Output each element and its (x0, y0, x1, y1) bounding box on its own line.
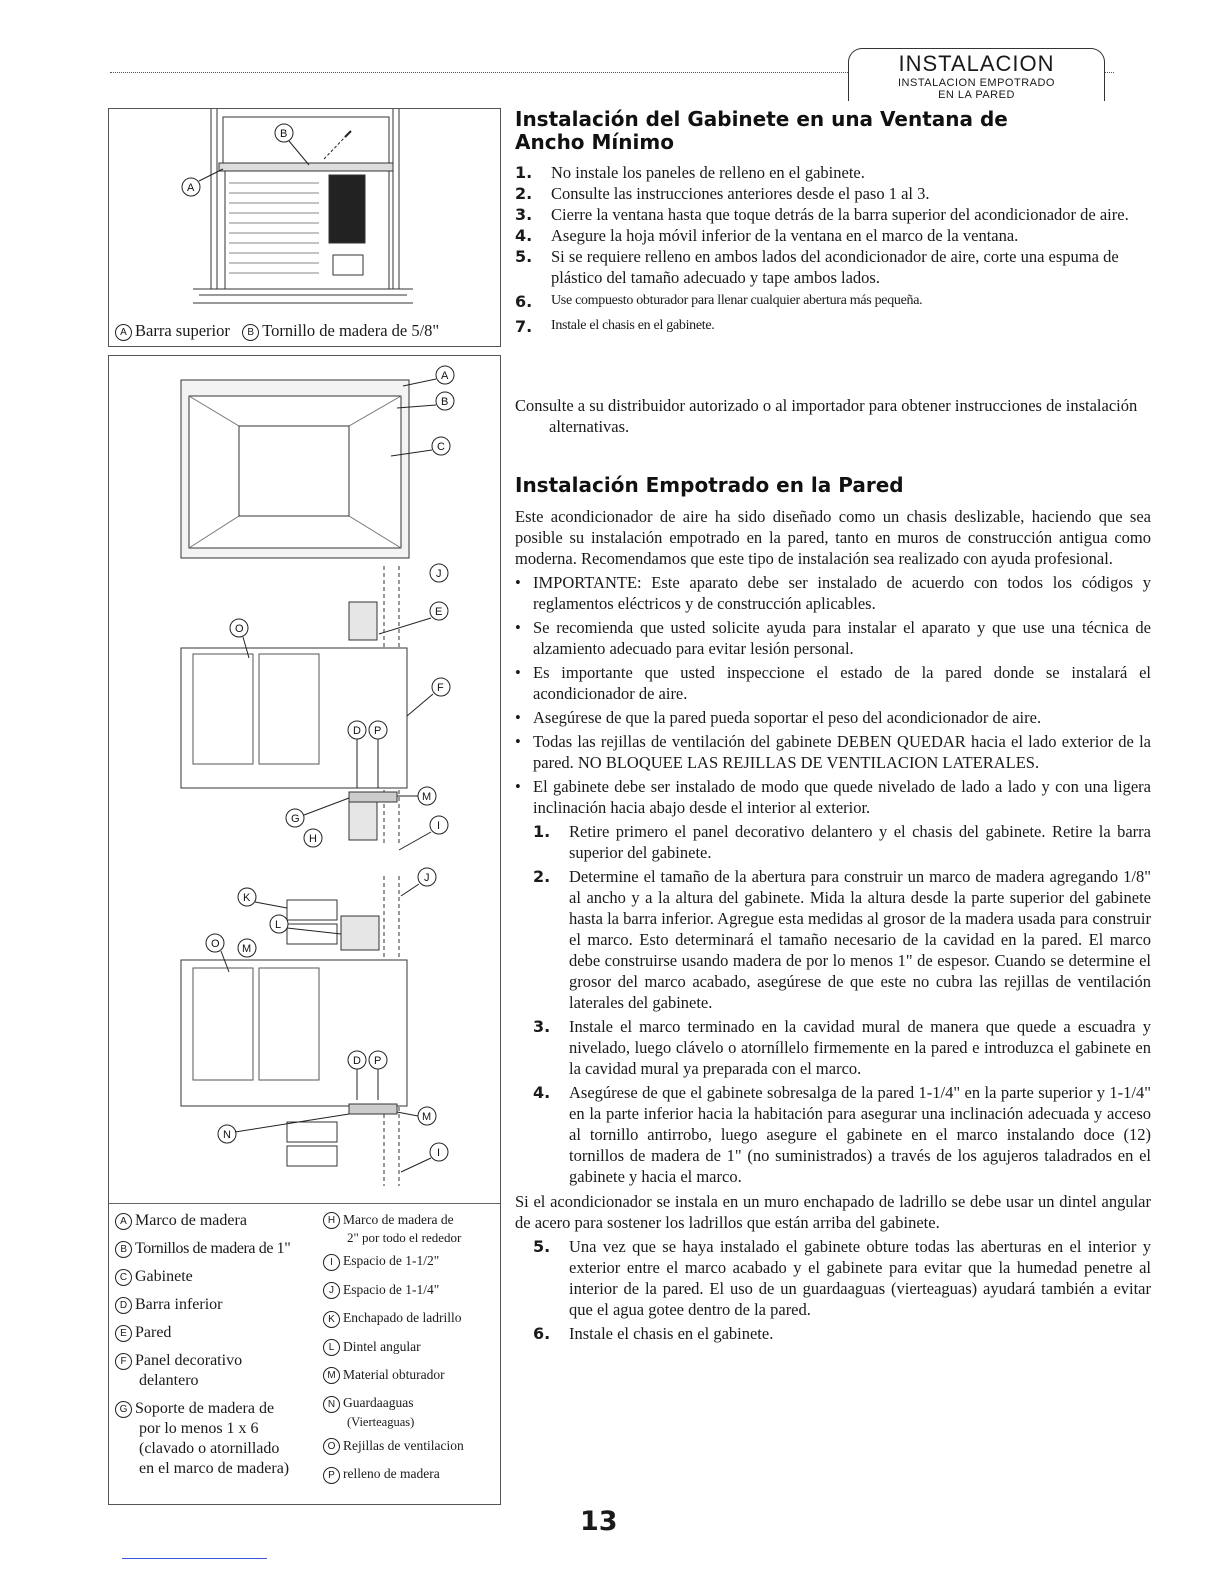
legend-item (115, 1211, 321, 1231)
step-text: Instale el chasis en el gabinete. (551, 318, 715, 333)
section2-steps-b (515, 1236, 1151, 1344)
step-text: Retire primero el panel decorativo delantero y el chasis del gabinete. Retire la barra superior del gabinete. (569, 822, 1151, 862)
legend-divider (109, 1203, 500, 1204)
step-item (533, 1082, 1151, 1187)
bullet-item (515, 707, 1151, 728)
svg-text:D: D (353, 725, 361, 737)
step-number: 4. (515, 226, 533, 245)
legend-text: (Vierteaguas) (347, 1414, 415, 1429)
callout-letter: H (323, 1212, 340, 1229)
legend-item (323, 1338, 499, 1356)
caption-b-text: Tornillo de madera de 5/8" (262, 321, 440, 340)
legend-text: Espacio de 1-1/4" (343, 1281, 440, 1297)
svg-text:P: P (374, 725, 382, 737)
section1-title-line2: Ancho Mínimo (515, 130, 674, 154)
section2-intro: Este acondicionador de aire ha sido diseñado como un chasis deslizable, haciendo que sea posible su instalación empotrado en la pared, tanto en muros de construcción antigua como moderna. Recomendamos que este tipo de instalación sea realizado con ayuda profesional. (515, 507, 1151, 568)
svg-text:A: A (441, 370, 449, 382)
step-item (515, 204, 1151, 225)
step-item (533, 1016, 1151, 1079)
bullet-dot: • (515, 732, 521, 751)
legend-text: Espacio de 1-1/2" (343, 1253, 440, 1269)
step-item (515, 316, 1151, 337)
legend-item (115, 1351, 321, 1391)
legend-item (115, 1399, 321, 1479)
bullet-text: IMPORTANTE: Este aparato debe ser instalado de acuerdo con todos los códigos y reglamentos eléctricos y de construcción aplicables. (533, 573, 1151, 613)
callout-letter: A (115, 1213, 132, 1230)
step-number: 2. (533, 867, 551, 886)
legend-text: Marco de madera (135, 1212, 247, 1229)
svg-text:O: O (235, 623, 244, 635)
legend-item (323, 1465, 499, 1483)
callout-letter: F (115, 1353, 132, 1370)
step-text: Una vez que se haya instalado el gabinete obture todas las aberturas en el interior y exterior entre el marco acabado y el gabinete para evitar que la humedad penetre al interior de la pared. El uso de un guardaaguas (vierteaguas) ayudará también a evitar que el agua gotee dentro de la pared. (569, 1237, 1151, 1319)
callout-letter: N (323, 1396, 340, 1413)
svg-text:F: F (437, 682, 444, 694)
step-item (533, 1323, 1151, 1344)
bullet-dot: • (515, 708, 521, 727)
legend-text: Tornillos de madera de 1" (135, 1240, 291, 1257)
legend-item (323, 1394, 499, 1430)
bullet-dot: • (515, 663, 521, 682)
section1-note: Consulte a su distribuidor autorizado o al importador para obtener instrucciones de instalación alternativas. (515, 396, 1138, 436)
legend-text: Soporte de madera de (135, 1400, 275, 1417)
legend-right (323, 1211, 499, 1484)
legend-text: Rejillas de ventilacion (343, 1437, 464, 1453)
step-number: 1. (515, 163, 533, 182)
legend-item (323, 1252, 499, 1270)
bullet-text: Todas las rejillas de ventilación del gabinete DEBEN QUEDAR hacia el lado exterior de la pared. NO BLOQUEE LAS REJILLAS DE VENTILACION LATERALES. (533, 732, 1151, 772)
step-text: Consulte las instrucciones anteriores desde el paso 1 al 3. (551, 184, 930, 203)
step-item (533, 821, 1151, 863)
legend-text: delantero (139, 1372, 199, 1389)
step-text: Instale el chasis en el gabinete. (569, 1324, 774, 1343)
step-item (533, 1236, 1151, 1320)
svg-text:J: J (436, 568, 442, 580)
svg-text:B: B (280, 128, 288, 140)
legend-item (115, 1267, 321, 1287)
svg-text:B: B (441, 396, 449, 408)
step-number: 4. (533, 1083, 551, 1102)
step-item (515, 225, 1151, 246)
section1-title (515, 108, 1155, 154)
svg-text:C: C (437, 441, 445, 453)
svg-text:I: I (437, 820, 441, 832)
legend-item (323, 1437, 499, 1455)
bullet-item (515, 572, 1151, 614)
callout-letter: B (115, 1241, 132, 1258)
step-text: Determine el tamaño de la abertura para construir un marco de madera agregando 1/8" al ancho y a la altura del gabinete. Mida la altura desde la parte superior del gabinete hasta la barra inferior. Agregue esta medidas al grosor de la madera usada para construir el marco. Esto determinará el tamaño necesario de la cavidad en la pared. El marco debe construirse usando madera de por lo menos 1" de espesor. Cuando se determine el grosor del marco acabado, asegúrese de que este no cubra las rejillas de ventilación laterales del gabinete. (569, 867, 1151, 1012)
section1-title-line1: Instalación del Gabinete en una Ventana de (515, 107, 1008, 131)
legend-text: Pared (135, 1324, 172, 1341)
step-number: 2. (515, 184, 533, 203)
legend-item (323, 1309, 499, 1327)
subsection-line-2: EN LA PARED (938, 89, 1015, 101)
section2-body (515, 506, 1151, 1344)
step-text: No instale los paneles de relleno en el gabinete. (551, 163, 865, 182)
legend-text: Barra inferior (135, 1296, 223, 1313)
bullet-dot: • (515, 777, 521, 796)
svg-text:A: A (187, 182, 195, 194)
svg-text:L: L (275, 919, 282, 931)
bullet-text: El gabinete debe ser instalado de modo que quede nivelado de lado a lado y con una ligera inclinación hacia abajo desde el interior al exterior. (533, 777, 1151, 817)
svg-text:M: M (422, 791, 432, 803)
section2-steps-a (515, 821, 1151, 1187)
legend-left (115, 1211, 321, 1479)
bullet-item (515, 776, 1151, 818)
svg-text:M: M (242, 943, 252, 955)
section2-title: Instalación Empotrado en la Pared (515, 473, 904, 497)
legend-item (115, 1239, 321, 1259)
step-number: 1. (533, 822, 551, 841)
step-text: Asegúrese de que el gabinete sobresalga de la pared 1-1/4" en la parte superior y 1-1/4" en la parte inferior hacia la habitación para asegurar una inclinación adecuada y acceso al tornillo antirrobo, luego asegure el gabinete en el marco instalando doce (12) tornillos de madera de 1" (no suministrados) a través de los agujeros taladrados en el gabinete y hacia el marco. (569, 1083, 1151, 1186)
callout-letter: K (323, 1311, 340, 1328)
step-number: 3. (515, 205, 533, 224)
legend-item (115, 1295, 321, 1315)
callout-letter: G (115, 1401, 132, 1418)
page-number: 13 (580, 1506, 618, 1537)
bullet-dot: • (515, 618, 521, 637)
callout-letter: P (323, 1467, 340, 1484)
bullet-item (515, 617, 1151, 659)
legend-item (323, 1211, 499, 1247)
legend-text: relleno de madera (343, 1466, 440, 1482)
brick-note: Si el acondicionador se instala en un muro enchapado de ladrillo se debe usar un dintel angular de acero para sostener los ladrillos que están arriba del gabinete. (515, 1192, 1151, 1232)
step-item (515, 246, 1151, 288)
bullet-text: Asegúrese de que la pared pueda soportar el peso del acondicionador de aire. (533, 708, 1042, 727)
figure-window-install (108, 108, 501, 347)
footer-rule (122, 1558, 267, 1559)
callout-letter: A (115, 324, 132, 341)
step-number: 7. (515, 317, 533, 336)
legend-text: Dintel angular (343, 1338, 421, 1354)
legend-text: Guardaaguas (343, 1395, 414, 1411)
step-number: 6. (533, 1324, 551, 1343)
legend-text: Panel decorativo (135, 1352, 243, 1369)
callout-letter: M (323, 1367, 340, 1384)
callout-letter: I (323, 1254, 340, 1271)
legend-item (115, 1323, 321, 1343)
step-number: 3. (533, 1017, 551, 1036)
svg-text:I: I (437, 1147, 441, 1159)
bullet-text: Es importante que usted inspeccione el estado de la pared donde se instalará el acondicionador de aire. (533, 663, 1151, 703)
callout-letter: C (115, 1269, 132, 1286)
callout-letter: E (115, 1325, 132, 1342)
step-text: Si se requiere relleno en ambos lados del acondicionador de aire, corte una espuma de plástico del tamaño adecuado y tape ambos lados. (551, 247, 1119, 287)
svg-text:M: M (422, 1111, 432, 1123)
figure1-caption (115, 321, 500, 341)
section1-steps (515, 162, 1151, 337)
svg-text:P: P (374, 1055, 382, 1067)
bullet-item (515, 662, 1151, 704)
step-text: Asegure la hoja móvil inferior de la ventana en el marco de la ventana. (551, 226, 1019, 245)
svg-text:D: D (353, 1055, 361, 1067)
svg-text:H: H (309, 833, 317, 845)
callout-letter: J (323, 1282, 340, 1299)
svg-text:J: J (424, 872, 430, 884)
legend-text: en el marco de madera) (139, 1460, 290, 1477)
subsection-line-1: INSTALACION EMPOTRADO (898, 77, 1055, 89)
legend-item (323, 1281, 499, 1299)
step-item (515, 162, 1151, 183)
callout-letter: L (323, 1339, 340, 1356)
step-item (515, 291, 1151, 312)
step-number: 5. (533, 1237, 551, 1256)
step-text: Use compuesto obturador para llenar cualquier abertura más pequeña. (551, 293, 923, 308)
step-item (533, 866, 1151, 1013)
callout-letter: O (323, 1438, 340, 1455)
caption-a-text: Barra superior (135, 321, 230, 340)
callout-letter: B (242, 324, 259, 341)
bullet-text: Se recomienda que usted solicite ayuda para instalar el aparato y que use una técnica de alzamiento adecuado para evitar lesión personal. (533, 618, 1151, 658)
svg-text:G: G (291, 813, 300, 825)
section-tab (848, 48, 1105, 101)
legend-text: 2" por todo el rededor (347, 1230, 462, 1246)
wall-install-illustration (109, 356, 500, 1204)
step-item (515, 183, 1151, 204)
bullet-dot: • (515, 573, 521, 592)
step-number: 5. (515, 247, 533, 266)
svg-text:E: E (435, 606, 443, 618)
svg-text:O: O (211, 938, 220, 950)
legend-text: (clavado o atornillado (139, 1440, 280, 1457)
legend-text: Gabinete (135, 1268, 193, 1285)
callout-letter: D (115, 1297, 132, 1314)
legend-text: por lo menos 1 x 6 (139, 1420, 259, 1437)
section-title: INSTALACION (898, 51, 1055, 76)
svg-text:K: K (243, 892, 251, 904)
figure-wall-install (108, 355, 501, 1505)
step-text: Instale el marco terminado en la cavidad mural de manera que quede a escuadra y nivelado, luego clávelo o atorníllelo firmemente en la pared e introduzca el gabinete en la cavidad mural ya preparada con el marco. (569, 1017, 1151, 1078)
legend-text: Enchapado de ladrillo (343, 1310, 462, 1326)
step-number: 6. (515, 292, 533, 311)
step-text: Cierre la ventana hasta que toque detrás de la barra superior del acondicionador de aire. (551, 205, 1129, 224)
bullet-item (515, 731, 1151, 773)
legend-text: Marco de madera de (343, 1212, 454, 1227)
legend-text: Material obturador (343, 1367, 445, 1383)
window-ac-illustration (109, 109, 500, 319)
svg-text:N: N (223, 1129, 231, 1141)
legend-item (323, 1366, 499, 1384)
